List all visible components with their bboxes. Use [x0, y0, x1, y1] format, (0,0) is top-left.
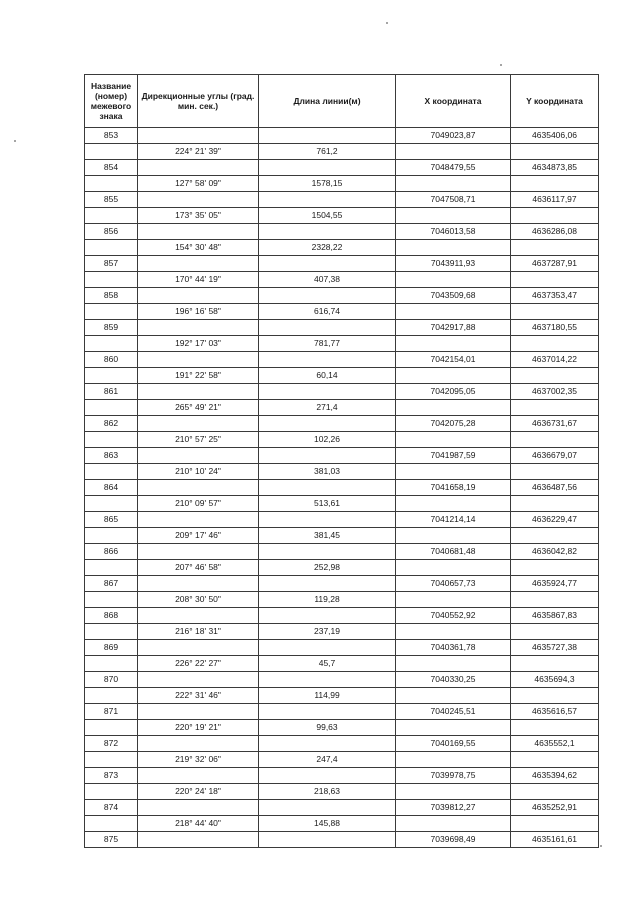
empty-cell: [85, 720, 138, 736]
table-row: [85, 368, 599, 384]
empty-cell: [85, 560, 138, 576]
empty-cell: [138, 800, 259, 816]
empty-cell: [138, 576, 259, 592]
line-length-cell: 119,28: [259, 592, 396, 608]
table-row: [85, 672, 599, 688]
table-row: [85, 608, 599, 624]
empty-cell: [259, 640, 396, 656]
bearing-angle-cell: 127° 58' 09": [138, 176, 259, 192]
empty-cell: [259, 768, 396, 784]
table-row: [85, 288, 599, 304]
x-coordinate-cell: 7049023,87: [396, 128, 511, 144]
line-length-cell: 381,45: [259, 528, 396, 544]
line-length-cell: 781,77: [259, 336, 396, 352]
table-row: [85, 656, 599, 672]
marker-name-cell: 875: [85, 832, 138, 848]
empty-cell: [259, 672, 396, 688]
empty-cell: [259, 416, 396, 432]
marker-name-cell: 868: [85, 608, 138, 624]
empty-cell: [138, 256, 259, 272]
table-row: [85, 688, 599, 704]
line-length-cell: 218,63: [259, 784, 396, 800]
y-coordinate-cell: 4636117,97: [511, 192, 599, 208]
x-coordinate-cell: 7041987,59: [396, 448, 511, 464]
marker-name-cell: 870: [85, 672, 138, 688]
table-row: [85, 800, 599, 816]
y-coordinate-cell: 4636679,07: [511, 448, 599, 464]
empty-cell: [85, 432, 138, 448]
table-row: [85, 592, 599, 608]
table-header-row: [85, 75, 599, 128]
line-length-cell: 407,38: [259, 272, 396, 288]
table-row: [85, 320, 599, 336]
empty-cell: [138, 768, 259, 784]
empty-cell: [259, 480, 396, 496]
x-coordinate-cell: 7043911,93: [396, 256, 511, 272]
header-y-coordinate: Y координата: [511, 75, 599, 128]
bearing-angle-cell: 220° 24' 18": [138, 784, 259, 800]
line-length-cell: 616,74: [259, 304, 396, 320]
bearing-angle-cell: 170° 44' 19": [138, 272, 259, 288]
empty-cell: [511, 528, 599, 544]
empty-cell: [396, 144, 511, 160]
empty-cell: [511, 336, 599, 352]
empty-cell: [138, 448, 259, 464]
empty-cell: [259, 448, 396, 464]
empty-cell: [259, 832, 396, 848]
scan-speck: [500, 64, 502, 66]
empty-cell: [511, 208, 599, 224]
scan-speck: [386, 22, 388, 24]
y-coordinate-cell: 4637014,22: [511, 352, 599, 368]
y-coordinate-cell: 4637353,47: [511, 288, 599, 304]
empty-cell: [85, 304, 138, 320]
y-coordinate-cell: 4635252,91: [511, 800, 599, 816]
empty-cell: [511, 400, 599, 416]
empty-cell: [259, 160, 396, 176]
table-row: [85, 400, 599, 416]
marker-name-cell: 874: [85, 800, 138, 816]
table-row: [85, 480, 599, 496]
x-coordinate-cell: 7043509,68: [396, 288, 511, 304]
empty-cell: [85, 176, 138, 192]
table-row: [85, 640, 599, 656]
empty-cell: [511, 656, 599, 672]
empty-cell: [396, 464, 511, 480]
x-coordinate-cell: 7040552,92: [396, 608, 511, 624]
empty-cell: [396, 496, 511, 512]
empty-cell: [259, 288, 396, 304]
line-length-cell: 102,26: [259, 432, 396, 448]
bearing-angle-cell: 222° 31' 46": [138, 688, 259, 704]
line-length-cell: 761,2: [259, 144, 396, 160]
empty-cell: [259, 704, 396, 720]
table-row: [85, 416, 599, 432]
table-row: [85, 144, 599, 160]
x-coordinate-cell: 7040657,73: [396, 576, 511, 592]
empty-cell: [85, 624, 138, 640]
empty-cell: [511, 240, 599, 256]
empty-cell: [511, 784, 599, 800]
bearing-angle-cell: 208° 30' 50": [138, 592, 259, 608]
x-coordinate-cell: 7048479,55: [396, 160, 511, 176]
y-coordinate-cell: 4635552,1: [511, 736, 599, 752]
empty-cell: [85, 784, 138, 800]
empty-cell: [511, 560, 599, 576]
y-coordinate-cell: 4635727,38: [511, 640, 599, 656]
empty-cell: [259, 512, 396, 528]
table-row: [85, 304, 599, 320]
table-row: [85, 736, 599, 752]
empty-cell: [85, 528, 138, 544]
bearing-angle-cell: 210° 09' 57": [138, 496, 259, 512]
x-coordinate-cell: 7040361,78: [396, 640, 511, 656]
empty-cell: [396, 176, 511, 192]
line-length-cell: 145,88: [259, 816, 396, 832]
bearing-angle-cell: 265° 49' 21": [138, 400, 259, 416]
empty-cell: [138, 704, 259, 720]
table-row: [85, 560, 599, 576]
table-row: [85, 528, 599, 544]
empty-cell: [511, 688, 599, 704]
bearing-angle-cell: 210° 10' 24": [138, 464, 259, 480]
table-row: [85, 384, 599, 400]
empty-cell: [511, 624, 599, 640]
empty-cell: [259, 256, 396, 272]
x-coordinate-cell: 7040245,51: [396, 704, 511, 720]
x-coordinate-cell: 7047508,71: [396, 192, 511, 208]
empty-cell: [138, 544, 259, 560]
table-row: [85, 752, 599, 768]
header-line-length: Длина линии(м): [259, 75, 396, 128]
y-coordinate-cell: 4636042,82: [511, 544, 599, 560]
table-body: [85, 128, 599, 848]
line-length-cell: 1504,55: [259, 208, 396, 224]
empty-cell: [138, 512, 259, 528]
marker-name-cell: 855: [85, 192, 138, 208]
table-row: [85, 160, 599, 176]
y-coordinate-cell: 4637180,55: [511, 320, 599, 336]
empty-cell: [396, 368, 511, 384]
table-row: [85, 720, 599, 736]
empty-cell: [259, 608, 396, 624]
header-x-coordinate: X координата: [396, 75, 511, 128]
bearing-angle-cell: 192° 17' 03": [138, 336, 259, 352]
empty-cell: [85, 656, 138, 672]
empty-cell: [85, 272, 138, 288]
table-row: [85, 816, 599, 832]
empty-cell: [138, 640, 259, 656]
empty-cell: [396, 336, 511, 352]
empty-cell: [85, 752, 138, 768]
empty-cell: [138, 608, 259, 624]
bearing-angle-cell: 216° 18' 31": [138, 624, 259, 640]
x-coordinate-cell: 7040681,48: [396, 544, 511, 560]
table-row: [85, 176, 599, 192]
marker-name-cell: 869: [85, 640, 138, 656]
y-coordinate-cell: 4635867,83: [511, 608, 599, 624]
x-coordinate-cell: 7040330,25: [396, 672, 511, 688]
empty-cell: [259, 352, 396, 368]
bearing-angle-cell: 173° 35' 05": [138, 208, 259, 224]
table-row: [85, 464, 599, 480]
table-row: [85, 208, 599, 224]
y-coordinate-cell: 4636731,67: [511, 416, 599, 432]
table-row: [85, 224, 599, 240]
table-row: [85, 768, 599, 784]
empty-cell: [259, 224, 396, 240]
scan-speck: [600, 845, 602, 847]
empty-cell: [511, 176, 599, 192]
marker-name-cell: 856: [85, 224, 138, 240]
empty-cell: [511, 752, 599, 768]
empty-cell: [511, 496, 599, 512]
table-row: [85, 272, 599, 288]
bearing-angle-cell: 220° 19' 21": [138, 720, 259, 736]
line-length-cell: 60,14: [259, 368, 396, 384]
table-row: [85, 704, 599, 720]
x-coordinate-cell: 7041214,14: [396, 512, 511, 528]
empty-cell: [85, 240, 138, 256]
table-row: [85, 544, 599, 560]
empty-cell: [396, 400, 511, 416]
empty-cell: [259, 128, 396, 144]
bearing-angle-cell: 196° 16' 58": [138, 304, 259, 320]
y-coordinate-cell: 4635616,57: [511, 704, 599, 720]
empty-cell: [138, 384, 259, 400]
x-coordinate-cell: 7041658,19: [396, 480, 511, 496]
empty-cell: [511, 304, 599, 320]
empty-cell: [511, 272, 599, 288]
table-row: [85, 512, 599, 528]
marker-name-cell: 862: [85, 416, 138, 432]
empty-cell: [85, 464, 138, 480]
empty-cell: [138, 192, 259, 208]
table-row: [85, 624, 599, 640]
empty-cell: [396, 208, 511, 224]
empty-cell: [396, 592, 511, 608]
empty-cell: [396, 240, 511, 256]
table-row: [85, 832, 599, 848]
header-marker-name: Название (номер) межевого знака: [85, 75, 138, 128]
x-coordinate-cell: 7042917,88: [396, 320, 511, 336]
empty-cell: [85, 400, 138, 416]
bearing-angle-cell: 224° 21' 39": [138, 144, 259, 160]
empty-cell: [511, 816, 599, 832]
x-coordinate-cell: 7042075,28: [396, 416, 511, 432]
empty-cell: [85, 496, 138, 512]
empty-cell: [259, 736, 396, 752]
empty-cell: [138, 224, 259, 240]
empty-cell: [396, 560, 511, 576]
empty-cell: [396, 688, 511, 704]
empty-cell: [511, 144, 599, 160]
empty-cell: [396, 784, 511, 800]
marker-name-cell: 857: [85, 256, 138, 272]
y-coordinate-cell: 4636487,56: [511, 480, 599, 496]
marker-name-cell: 865: [85, 512, 138, 528]
empty-cell: [511, 432, 599, 448]
empty-cell: [259, 576, 396, 592]
empty-cell: [138, 128, 259, 144]
table-row: [85, 192, 599, 208]
x-coordinate-cell: 7039698,49: [396, 832, 511, 848]
x-coordinate-cell: 7042095,05: [396, 384, 511, 400]
empty-cell: [85, 208, 138, 224]
line-length-cell: 252,98: [259, 560, 396, 576]
marker-name-cell: 853: [85, 128, 138, 144]
y-coordinate-cell: 4635924,77: [511, 576, 599, 592]
empty-cell: [85, 368, 138, 384]
empty-cell: [396, 720, 511, 736]
table-row: [85, 576, 599, 592]
x-coordinate-cell: 7040169,55: [396, 736, 511, 752]
line-length-cell: 381,03: [259, 464, 396, 480]
marker-name-cell: 864: [85, 480, 138, 496]
bearing-angle-cell: 219° 32' 06": [138, 752, 259, 768]
bearing-angle-cell: 209° 17' 46": [138, 528, 259, 544]
empty-cell: [138, 288, 259, 304]
bearing-angle-cell: 154° 30' 48": [138, 240, 259, 256]
line-length-cell: 271,4: [259, 400, 396, 416]
table-row: [85, 352, 599, 368]
marker-name-cell: 863: [85, 448, 138, 464]
line-length-cell: 2328,22: [259, 240, 396, 256]
x-coordinate-cell: 7039978,75: [396, 768, 511, 784]
bearing-angle-cell: 226° 22' 27": [138, 656, 259, 672]
empty-cell: [396, 272, 511, 288]
y-coordinate-cell: 4637002,35: [511, 384, 599, 400]
empty-cell: [85, 592, 138, 608]
marker-name-cell: 873: [85, 768, 138, 784]
y-coordinate-cell: 4637287,91: [511, 256, 599, 272]
empty-cell: [396, 432, 511, 448]
marker-name-cell: 872: [85, 736, 138, 752]
y-coordinate-cell: 4635694,3: [511, 672, 599, 688]
empty-cell: [396, 528, 511, 544]
empty-cell: [138, 320, 259, 336]
empty-cell: [138, 160, 259, 176]
empty-cell: [396, 624, 511, 640]
empty-cell: [138, 480, 259, 496]
empty-cell: [396, 816, 511, 832]
empty-cell: [85, 336, 138, 352]
bearing-angle-cell: 210° 57' 25": [138, 432, 259, 448]
scan-speck: [14, 140, 16, 142]
x-coordinate-cell: 7039812,27: [396, 800, 511, 816]
marker-name-cell: 861: [85, 384, 138, 400]
line-length-cell: 513,61: [259, 496, 396, 512]
table-row: [85, 496, 599, 512]
empty-cell: [259, 544, 396, 560]
table-row: [85, 336, 599, 352]
marker-name-cell: 854: [85, 160, 138, 176]
table-row: [85, 432, 599, 448]
table-row: [85, 256, 599, 272]
header-bearing-angles: Дирекционные углы (град. мин. сек.): [138, 75, 259, 128]
empty-cell: [85, 144, 138, 160]
empty-cell: [511, 368, 599, 384]
empty-cell: [138, 736, 259, 752]
line-length-cell: 114,99: [259, 688, 396, 704]
empty-cell: [396, 304, 511, 320]
empty-cell: [396, 656, 511, 672]
y-coordinate-cell: 4634873,85: [511, 160, 599, 176]
bearing-angle-cell: 191° 22' 58": [138, 368, 259, 384]
y-coordinate-cell: 4636286,08: [511, 224, 599, 240]
empty-cell: [138, 672, 259, 688]
empty-cell: [138, 832, 259, 848]
y-coordinate-cell: 4636229,47: [511, 512, 599, 528]
table-row: [85, 448, 599, 464]
line-length-cell: 45,7: [259, 656, 396, 672]
empty-cell: [259, 192, 396, 208]
line-length-cell: 99,63: [259, 720, 396, 736]
marker-name-cell: 858: [85, 288, 138, 304]
empty-cell: [138, 416, 259, 432]
marker-name-cell: 867: [85, 576, 138, 592]
boundary-coordinates-table: [84, 74, 599, 848]
line-length-cell: 247,4: [259, 752, 396, 768]
empty-cell: [511, 720, 599, 736]
empty-cell: [85, 816, 138, 832]
empty-cell: [259, 320, 396, 336]
empty-cell: [511, 592, 599, 608]
table-row: [85, 784, 599, 800]
x-coordinate-cell: 7042154,01: [396, 352, 511, 368]
marker-name-cell: 866: [85, 544, 138, 560]
empty-cell: [138, 352, 259, 368]
marker-name-cell: 860: [85, 352, 138, 368]
empty-cell: [511, 464, 599, 480]
x-coordinate-cell: 7046013,58: [396, 224, 511, 240]
table-row: [85, 128, 599, 144]
empty-cell: [85, 688, 138, 704]
empty-cell: [259, 384, 396, 400]
y-coordinate-cell: 4635161,61: [511, 832, 599, 848]
empty-cell: [259, 800, 396, 816]
marker-name-cell: 859: [85, 320, 138, 336]
y-coordinate-cell: 4635394,62: [511, 768, 599, 784]
line-length-cell: 1578,15: [259, 176, 396, 192]
y-coordinate-cell: 4635406,06: [511, 128, 599, 144]
line-length-cell: 237,19: [259, 624, 396, 640]
bearing-angle-cell: 207° 46' 58": [138, 560, 259, 576]
empty-cell: [396, 752, 511, 768]
table-row: [85, 240, 599, 256]
marker-name-cell: 871: [85, 704, 138, 720]
bearing-angle-cell: 218° 44' 40": [138, 816, 259, 832]
